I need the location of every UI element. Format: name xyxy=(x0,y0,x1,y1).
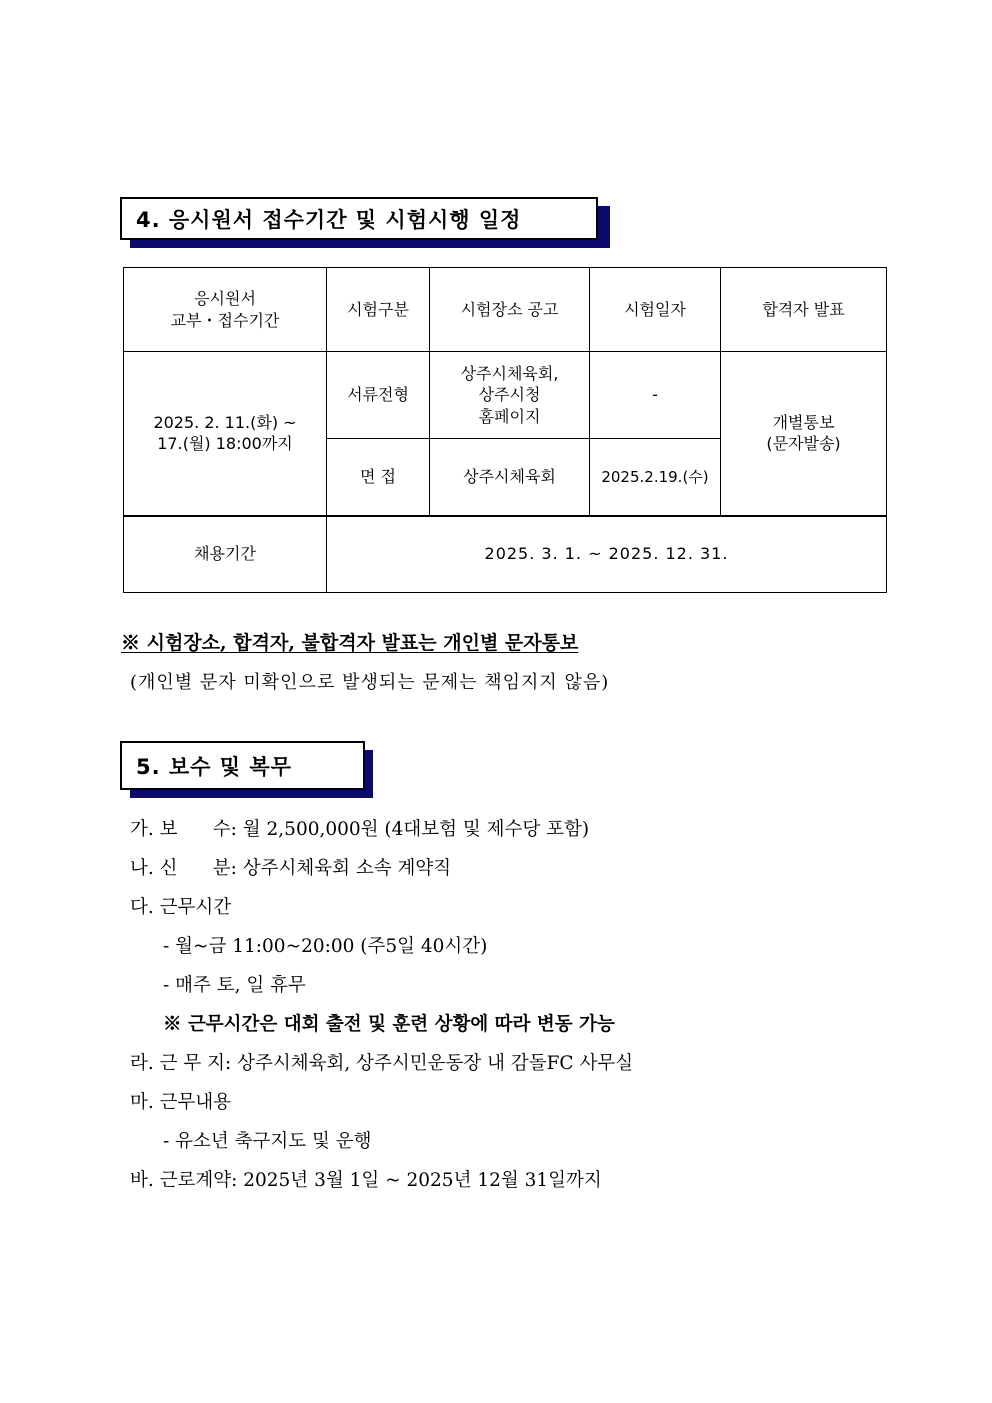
list-subitem-hours-note: ※ 근무시간은 대회 출전 및 훈련 상황에 따라 변동 가능 xyxy=(163,1014,615,1035)
header-exam-type: 시험구분 xyxy=(327,268,430,352)
exam-place-document: 상주시체육회, 상주시청 홈페이지 xyxy=(430,352,590,439)
exam-date-document: - xyxy=(590,352,721,439)
list-subitem-weekend-off: - 매주 토, 일 휴무 xyxy=(163,975,306,996)
employment-label: 채용기간 xyxy=(124,516,327,593)
notice-sub: (개인별 문자 미확인으로 발생되는 문제는 책임지지 않음) xyxy=(130,672,610,693)
exam-type-interview: 면 접 xyxy=(327,439,430,516)
announcement-method: 개별통보 (문자발송) xyxy=(721,352,887,516)
exam-type-document: 서류전형 xyxy=(327,352,430,439)
list-item-work-hours: 다. 근무시간 xyxy=(130,897,232,918)
section4-heading-box xyxy=(120,197,598,240)
section5-list xyxy=(130,810,633,1200)
exam-place-interview: 상주시체육회 xyxy=(430,439,590,516)
list-item-status: 나. 신 분: 상주시체육회 소속 계약직 xyxy=(130,858,452,879)
list-subitem-duty-detail: - 유소년 축구지도 및 운행 xyxy=(163,1131,372,1152)
section5-heading-box xyxy=(120,741,365,790)
table-row xyxy=(124,352,887,439)
section4-title: 4. 응시원서 접수기간 및 시험시행 일정 xyxy=(136,207,522,232)
schedule-table xyxy=(123,267,887,593)
table-row-employment xyxy=(124,516,887,593)
exam-date-interview: 2025.2.19.(수) xyxy=(590,439,721,516)
list-item-duties: 마. 근무내용 xyxy=(130,1092,232,1113)
list-item-salary: 가. 보 수: 월 2,500,000원 (4대보험 및 제수당 포함) xyxy=(130,819,590,840)
header-announcement: 합격자 발표 xyxy=(721,268,887,352)
header-application-period: 응시원서 교부・접수기간 xyxy=(124,268,327,352)
list-item-contract: 바. 근로계약: 2025년 3월 1일 ~ 2025년 12월 31일까지 xyxy=(130,1170,602,1191)
list-item-workplace: 라. 근 무 지: 상주시체육회, 상주시민운동장 내 감돌FC 사무실 xyxy=(130,1053,634,1074)
application-period: 2025. 2. 11.(화) ~ 17.(월) 18:00까지 xyxy=(124,352,327,516)
header-exam-date: 시험일자 xyxy=(590,268,721,352)
header-exam-place: 시험장소 공고 xyxy=(430,268,590,352)
table-header-row xyxy=(124,268,887,352)
employment-period: 2025. 3. 1. ~ 2025. 12. 31. xyxy=(327,516,887,593)
notice-main: ※ 시험장소, 합격자, 불합격자 발표는 개인별 문자통보 xyxy=(121,632,579,654)
section5-title: 5. 보수 및 복무 xyxy=(136,754,292,779)
list-subitem-weekday-hours: - 월~금 11:00~20:00 (주5일 40시간) xyxy=(163,936,488,957)
